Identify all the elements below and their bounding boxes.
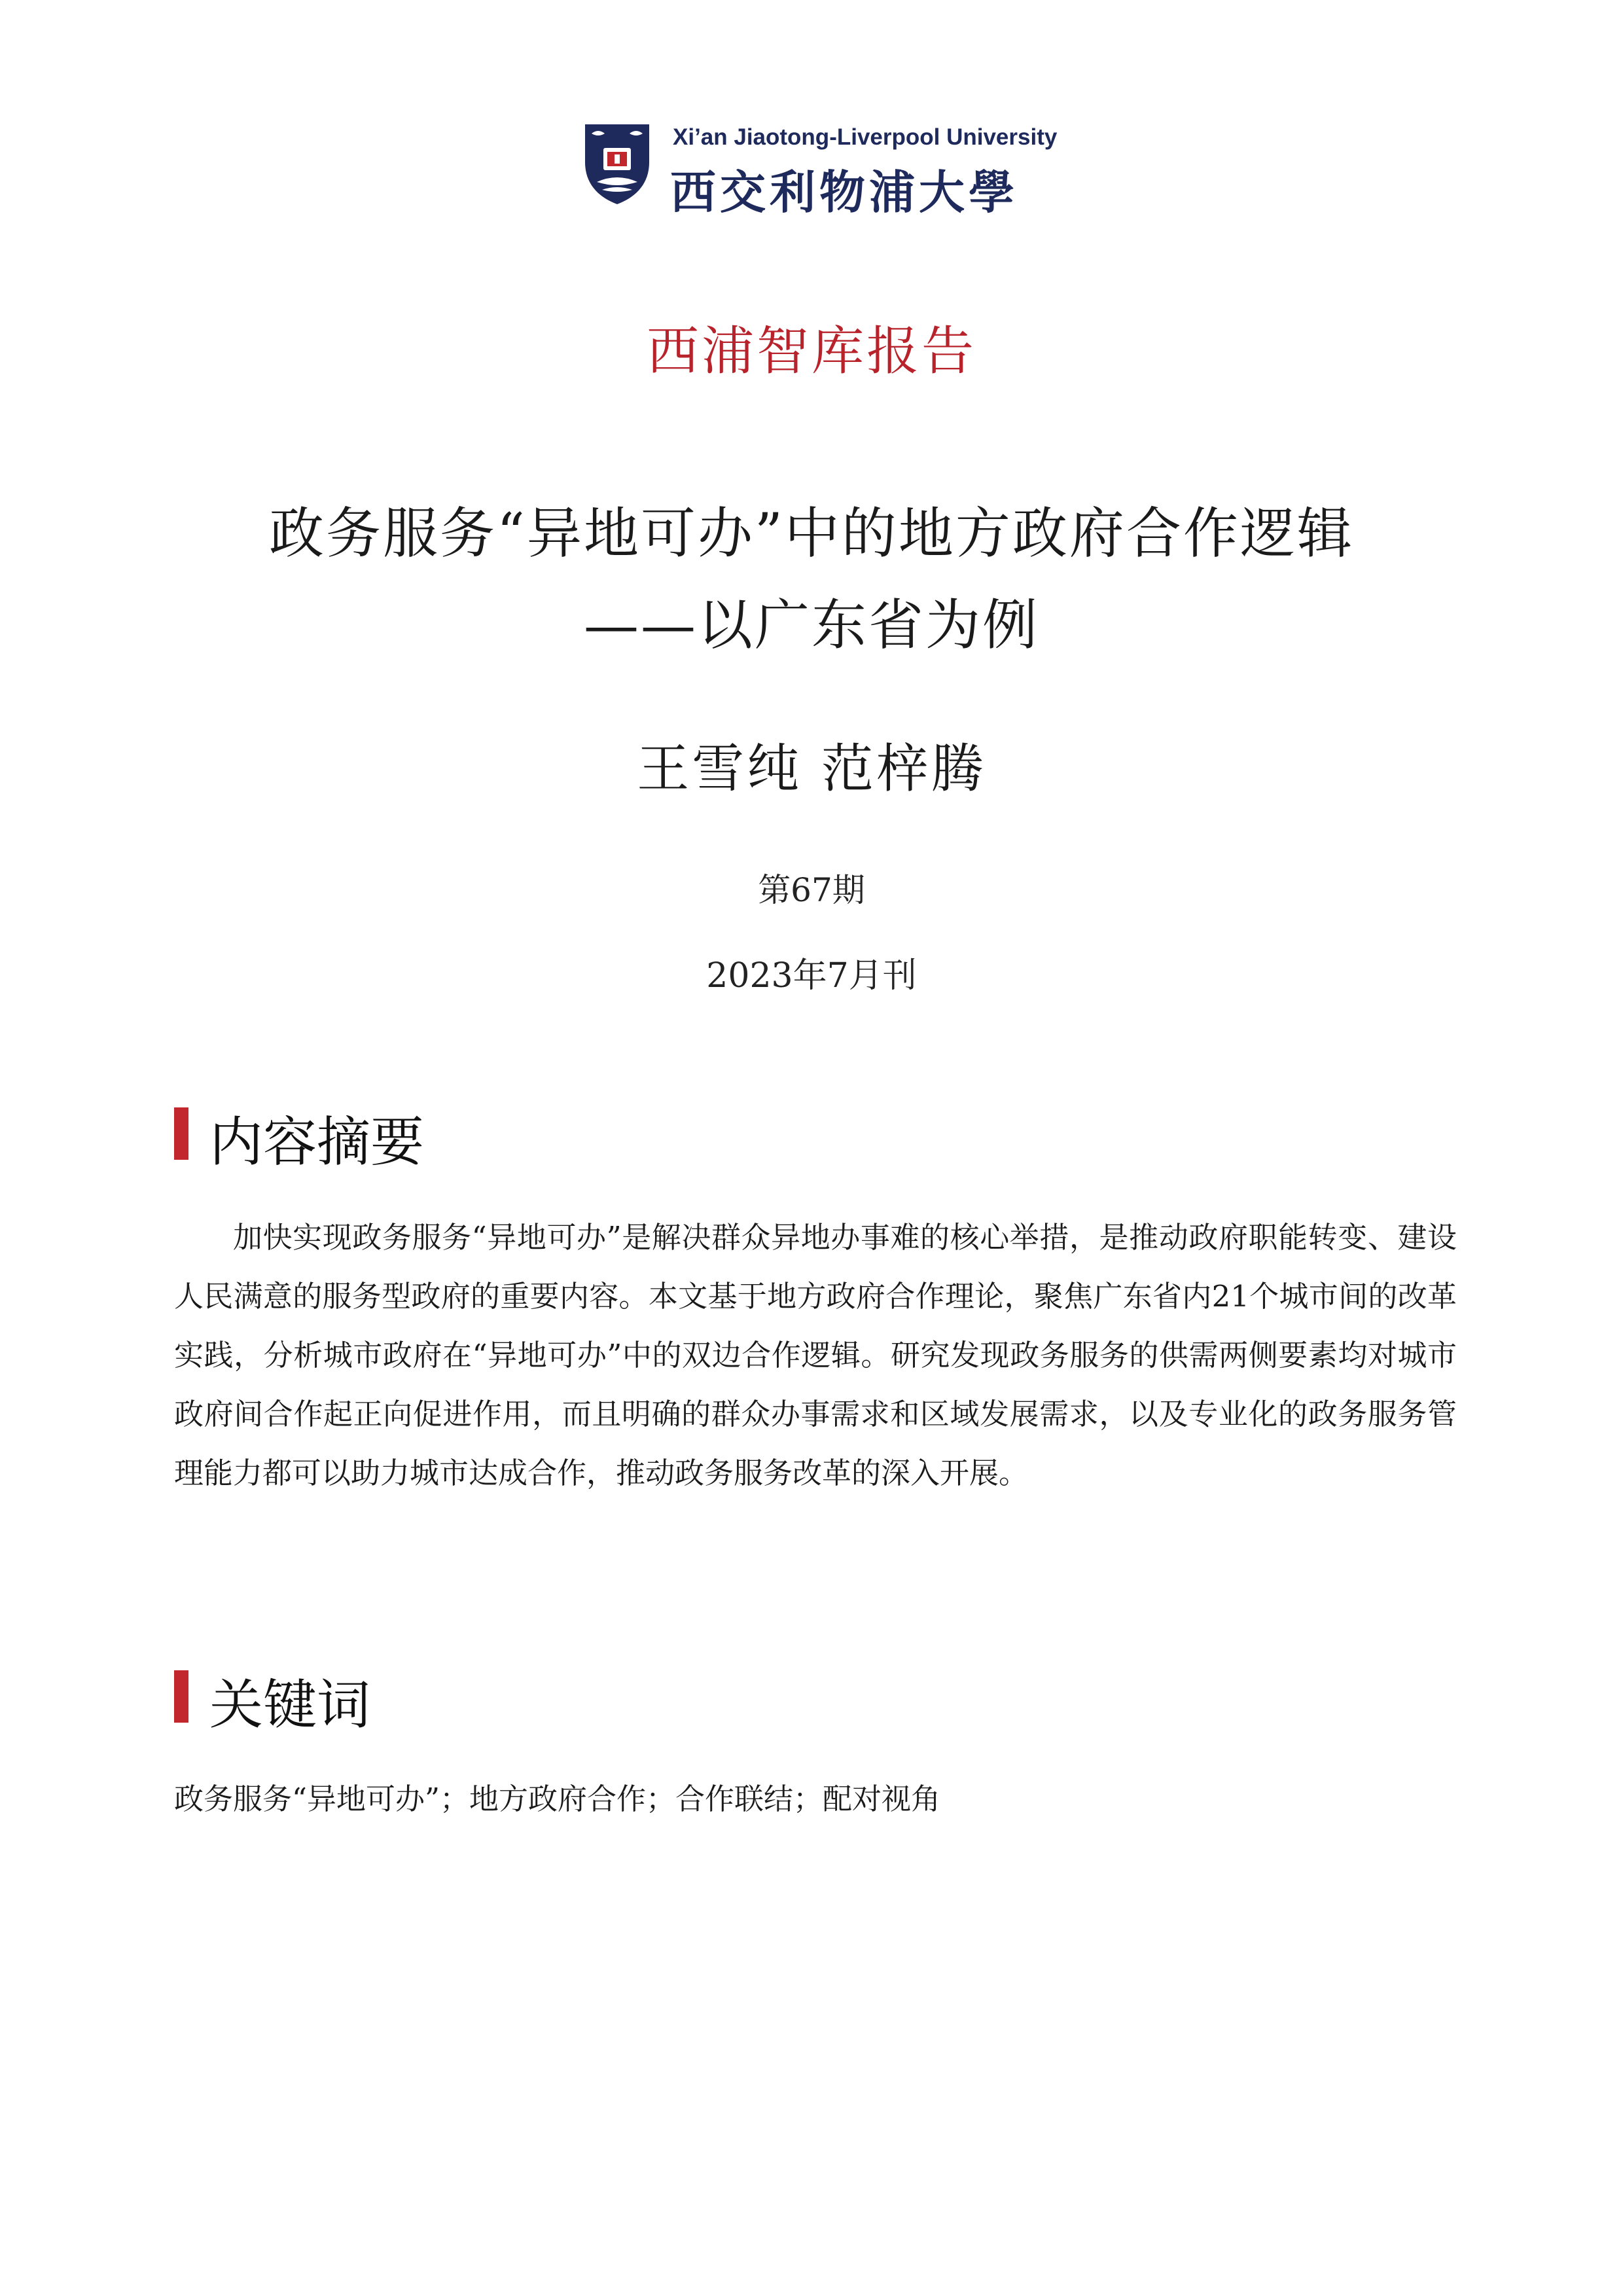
publication-date: 2023年7月刊 (706, 956, 917, 996)
authors: 王雪纯 范梓腾 (637, 738, 986, 799)
logo-english-name: Xi’an Jiaotong-Liverpool University (673, 124, 1058, 150)
keywords-list: 政务服务“异地可办”；地方政府合作；合作联结；配对视角 (174, 1782, 941, 1816)
abstract-heading-text: 内容摘要 (209, 1111, 425, 1174)
issue-number: 第67期 (758, 871, 865, 909)
university-crest-icon (582, 122, 652, 206)
abstract-paragraph: 加快实现政务服务“异地可办”是解决群众异地办事难的核心举措，是推动政府职能转变、建设人民满意的服务型政府的重要内容。本文基于地方政府合作理论，聚焦广东省内21个城市间的改革实践，分析城市政府在“异地可办”中的双边合作逻辑。研究发现政务服务的供需两侧要素均对城市政府间合作起正向促进作用，而且明确的群众办事需求和区域发展需求，以及专业化的政务服务管理能力都可以助力城市达成合作，推动政务服务改革的深入开展。 (174, 1220, 1457, 1490)
report-series-name: 西浦智库报告 (647, 321, 976, 382)
title-line-1: 政务服务“异地可办”中的地方政府合作逻辑 (269, 501, 1354, 565)
university-logo (582, 122, 1067, 219)
title-line-2: ——以广东省为例 (583, 593, 1039, 657)
keywords-heading-text: 关键词 (209, 1674, 371, 1736)
logo-chinese-name: 西交利物浦大學 (670, 165, 1018, 219)
section-marker-bar (174, 1107, 188, 1160)
section-marker-bar (174, 1670, 188, 1723)
